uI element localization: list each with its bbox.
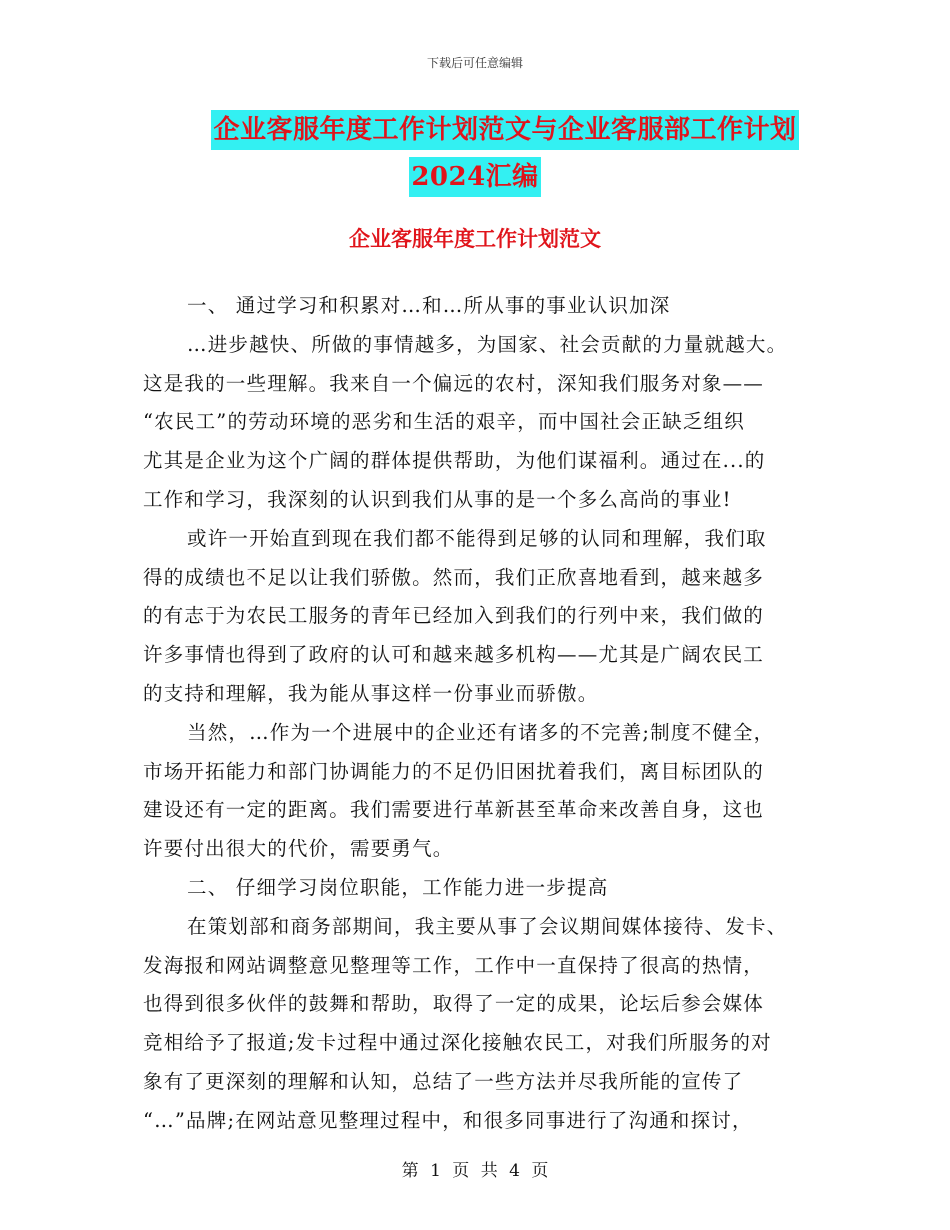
text-line: 二、 仔细学习岗位职能，工作能力进一步提高 [187,875,609,899]
title-line-2: 2024汇编 [409,157,540,197]
title-line-1: 企业客服年度工作计划范文与企业客服部工作计划 [211,110,798,150]
section-title: 企业客服年度工作计划范文 [349,226,601,251]
text-line: 建设还有一定的距离。我们需要进行革新甚至革命来改善自身，这也 [143,798,765,822]
text-line: …进步越快、所做的事情越多，为国家、社会贡献的力量就越大。 [187,332,788,356]
page-footer: 第 1 页 共 4 页 [401,1161,549,1181]
text-line: 工作和学习，我深刻的认识到我们从事的是一个多么高尚的事业! [143,487,732,511]
text-line: 的有志于为农民工服务的青年已经加入到我们的行列中来，我们做的 [143,604,765,628]
document-title [0,110,950,197]
text-line: 尤其是企业为这个广阔的群体提供帮助，为他们谋福利。通过在...的 [143,449,766,473]
text-line: 这是我的一些理解。我来自一个偏远的农村，深知我们服务对象—— [143,371,765,395]
text-line: 市场开拓能力和部门协调能力的不足仍旧困扰着我们，离目标团队的 [143,759,765,783]
text-line: 许多事情也得到了政府的认可和越来越多机构——尤其是广阔农民工 [143,643,765,667]
text-line: 一、 通过学习和积累对…和…所从事的事业认识加深 [187,294,671,317]
text-line: 发海报和网站调整意见整理等工作，工作中一直保持了很高的热情， [143,953,765,977]
text-line: “农民工”的劳动环境的恶劣和生活的艰辛，而中国社会正缺乏组织 [143,410,745,434]
text-line: 的支持和理解，我为能从事这样一份事业而骄傲。 [143,681,599,705]
header-note: 下载后可任意编辑 [426,56,523,70]
body-text [143,287,813,1141]
text-line: 得的成绩也不足以让我们骄傲。然而，我们正欣喜地看到，越来越多 [143,565,765,589]
text-line: 竞相给予了报道;发卡过程中通过深化接触农民工，对我们所服务的对 [143,1031,772,1055]
text-line: “…”品牌;在网站意见整理过程中，和很多同事进行了沟通和探讨， [143,1108,753,1132]
text-line: 或许一开始直到现在我们都不能得到足够的认同和理解，我们取 [187,526,767,550]
text-line: 当然，…作为一个进展中的企业还有诸多的不完善;制度不健全， [187,720,775,744]
text-line: 象有了更深刻的理解和认知，总结了一些方法并尽我所能的宣传了 [143,1069,744,1093]
text-line: 在策划部和商务部期间，我主要从事了会议期间媒体接待、发卡、 [187,914,788,938]
text-line: 许要付出很大的代价，需要勇气。 [143,837,454,861]
text-line: 也得到很多伙伴的鼓舞和帮助，取得了一定的成果，论坛后参会媒体 [143,992,765,1016]
